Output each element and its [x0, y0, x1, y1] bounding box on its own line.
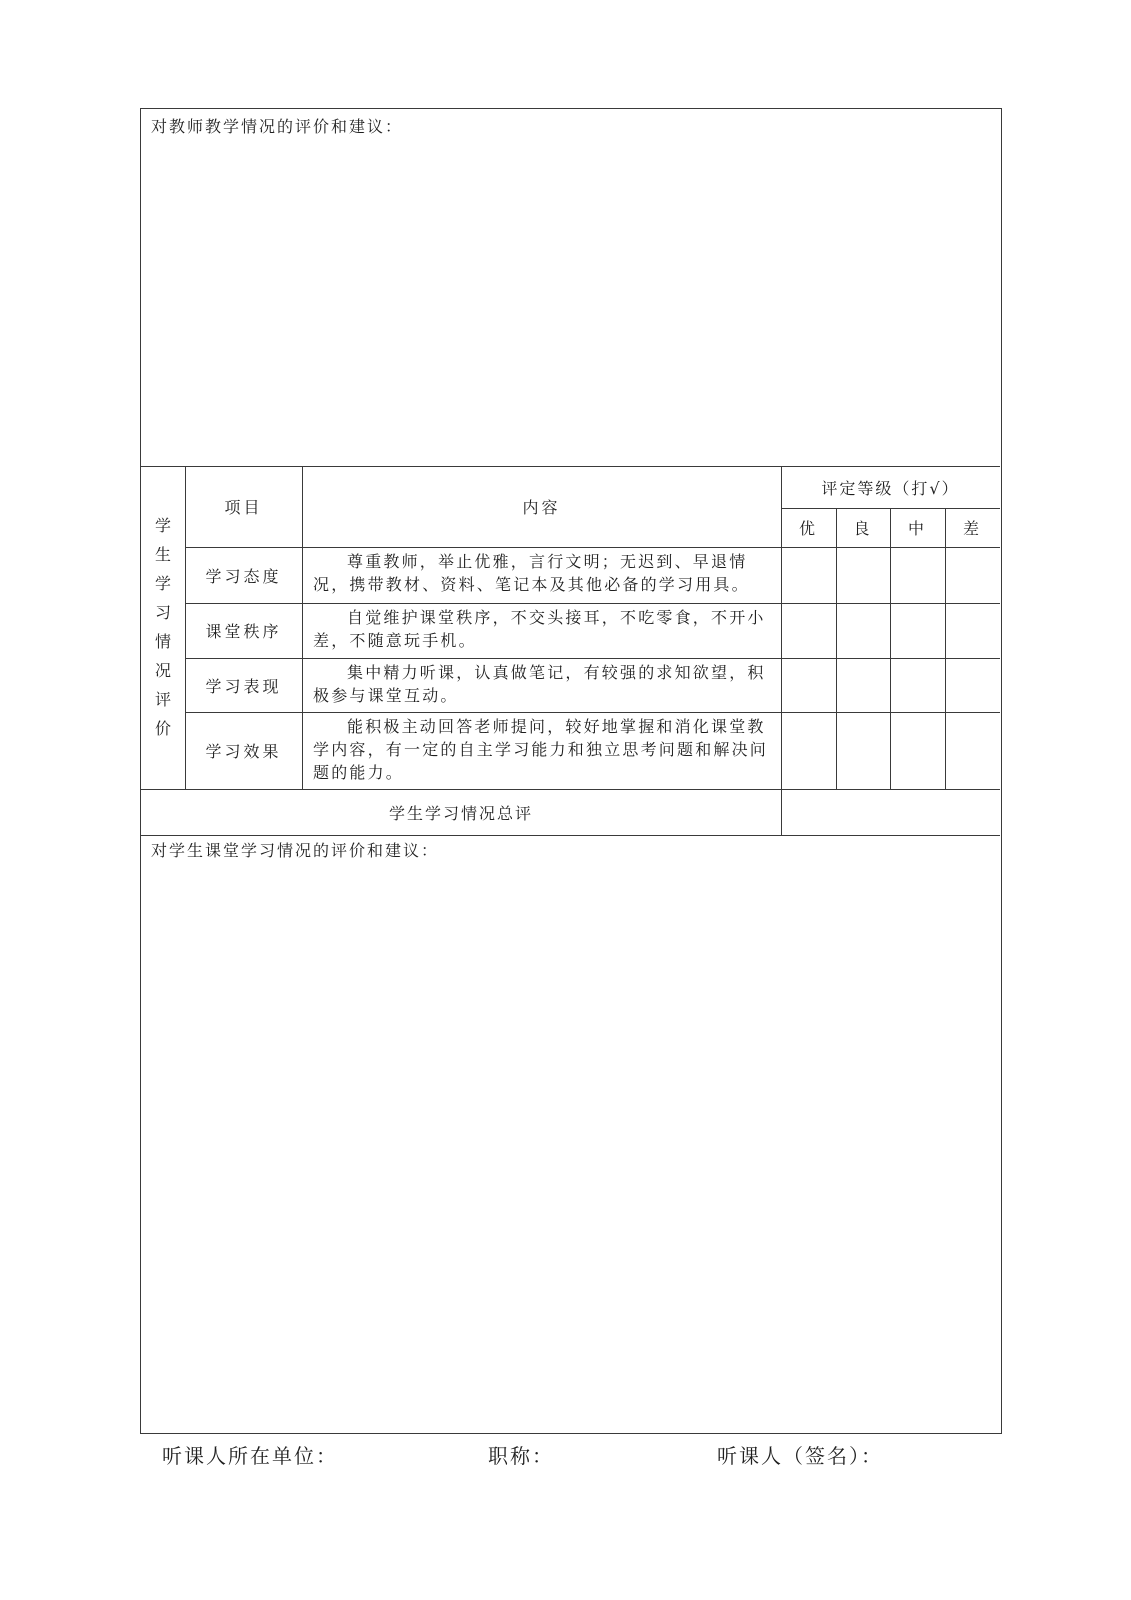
- rating-cell[interactable]: [890, 603, 945, 658]
- rating-cell[interactable]: [945, 547, 1000, 603]
- summary-label: 学生学习情况总评: [388, 803, 533, 823]
- summary-rating-cell[interactable]: [781, 789, 1000, 835]
- row-content: 集中精力听课，认真做笔记，有较强的求知欲望，积极参与课堂互动。: [313, 663, 766, 705]
- side-label-char: 学: [154, 574, 171, 593]
- header-item: 项目: [224, 498, 263, 517]
- rating-cell[interactable]: [945, 603, 1000, 658]
- side-label-char: 情: [154, 632, 171, 651]
- rating-cell[interactable]: [890, 712, 945, 789]
- row-content: 尊重教师，举止优雅，言行文明；无迟到、早退情况，携带教材、资料、笔记本及其他必备的学习用具。: [313, 552, 750, 594]
- header-rating-title: 评定等级（打√）: [821, 478, 960, 498]
- rating-cell[interactable]: [781, 547, 836, 603]
- row-item: 学习表现: [205, 676, 282, 696]
- rating-cell[interactable]: [781, 712, 836, 789]
- row-content: 自觉维护课堂秩序，不交头接耳，不吃零食，不开小差，不随意玩手机。: [313, 608, 766, 650]
- side-label-char: 价: [154, 719, 171, 738]
- side-label-char: 评: [154, 690, 171, 709]
- row-item: 学习态度: [205, 566, 282, 586]
- header-content: 内容: [522, 498, 561, 517]
- row-content: 能积极主动回答老师提问，较好地掌握和消化课堂教学内容，有一定的自主学习能力和独立思考问题和解决问题的能力。: [313, 717, 769, 782]
- rating-cell[interactable]: [781, 658, 836, 712]
- side-label-char: 学: [154, 516, 171, 535]
- student-comment-heading: 对学生课堂学习情况的评价和建议：: [151, 841, 440, 860]
- teacher-comment-heading: 对教师教学情况的评价和建议：: [151, 117, 404, 136]
- side-label-char: 生: [154, 545, 171, 564]
- rating-cell[interactable]: [781, 603, 836, 658]
- side-label-char: 况: [154, 661, 171, 680]
- rating-cell[interactable]: [945, 712, 1000, 789]
- row-item: 课堂秩序: [205, 622, 282, 641]
- divider: [141, 835, 1000, 836]
- rating-cell[interactable]: [836, 712, 890, 789]
- grade-excellent: 优: [798, 519, 818, 538]
- grade-poor: 差: [962, 519, 982, 538]
- rating-cell[interactable]: [890, 547, 945, 603]
- grade-average: 中: [907, 519, 927, 538]
- rating-cell[interactable]: [945, 658, 1000, 712]
- rating-cell[interactable]: [836, 547, 890, 603]
- side-label-char: 习: [154, 603, 171, 622]
- row-item: 学习效果: [205, 742, 282, 761]
- footer-title-label: 职称：: [488, 1444, 554, 1468]
- footer-signer-label: 听课人（签名）：: [717, 1444, 883, 1468]
- footer-unit-label: 听课人所在单位：: [162, 1444, 338, 1468]
- teacher-comment-area[interactable]: [141, 143, 1000, 457]
- grade-good: 良: [853, 519, 873, 538]
- rating-cell[interactable]: [890, 658, 945, 712]
- rating-cell[interactable]: [836, 658, 890, 712]
- evaluation-form: [140, 108, 1002, 1434]
- student-comment-area[interactable]: [141, 867, 1000, 1431]
- student-section-side-label: [141, 466, 185, 789]
- rating-cell[interactable]: [836, 603, 890, 658]
